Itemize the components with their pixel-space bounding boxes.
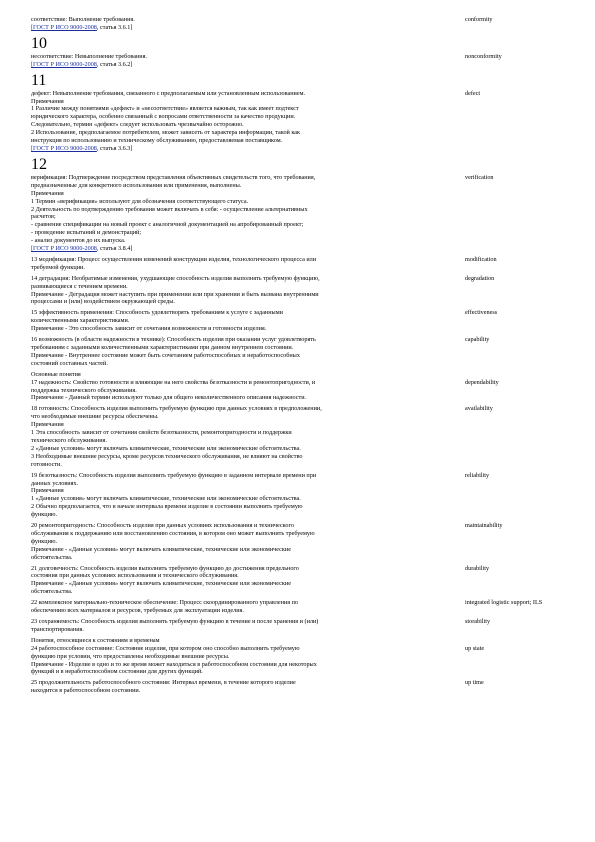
term-definition [31,336,461,368]
entry-spacer [31,695,571,698]
definition-line: обслуживания к поддержанию или восстановлению состояния, в котором оно может выполнить требуемую [31,529,315,537]
standard-reference-article: , статья 3.6.2] [96,60,133,68]
standard-reference [31,145,461,153]
term-definition [31,309,461,333]
standard-reference [31,24,461,32]
english-term: capability [465,336,490,344]
term-entry [31,472,571,519]
document-page [31,16,571,698]
english-term: up state [465,644,485,652]
english-term: dependability [465,378,499,386]
definition-line: 24 работоспособное состояние: Состояние изделия, при котором оно способно выполнить требуемую [31,644,300,652]
term-definition [31,90,461,153]
definition-line: предназначенные для конкретного использования или применения, выполнены. [31,181,242,189]
term-entry [31,405,571,468]
definition-line: 15 эффективность применения: Способность удовлетворять требованиям к услуге с заданными [31,309,283,317]
definition-line: 3 Необходимые внешние ресурсы, кроме ресурсов технического обслуживания, не влияют на свойство [31,452,303,460]
standard-reference-article: , статья 3.6.3] [96,144,133,152]
standard-reference-article: , статья 3.8.4] [96,245,133,253]
definition-line: 2 Деятельность по подтверждению требования может включать в себя: - осуществление альтернативных [31,205,308,213]
definition-line: 22 комплексное материально-техническое обеспечение: Процесс скоординированного управления по [31,599,299,607]
definition-line: функцию при условии, что предоставлены необходимые внешние ресурсы. [31,652,230,660]
definition-line: Примечание - Деградация может наступить при применении или при хранении и быть вызвана внутренними [31,290,319,298]
term-entry [31,53,571,69]
term-entry [31,379,571,403]
term-entry [31,645,571,677]
definition-line: Примечания [31,189,64,197]
section-heading: Основные понятия [31,370,81,378]
definition-line: верификация: Подтверждение посредством представления объективных свидетельств того, что требования, [31,173,316,181]
definition-line: требованиям с заданными количественными характеристиками при данном внутреннем состоянии. [31,344,294,351]
definition-line: Следовательно, термин «дефект» следует использовать чрезвычайно осторожно. [31,121,244,129]
english-term: up time [465,679,484,687]
english-term: conformity [465,16,493,23]
standard-reference-link[interactable]: [ГОСТ Р ИСО 9000-2008 [31,144,97,152]
term-definition [31,565,461,597]
definition-line: - проведение испытаний и демонстраций; [31,229,142,237]
term-definition [31,405,461,468]
entry-number: 12 [31,155,47,173]
term-definition [31,599,461,615]
definition-line: технического обслуживания. [31,436,107,444]
definition-line: что необходимые внешние ресурсы обеспечены. [31,413,159,421]
definition-line: 20 ремонтопригодность: Способность изделия при данных условиях использования и технического [31,522,294,530]
english-term: effectiveness [465,309,498,317]
definition-line: 17 надежность: Свойство готовности и влияющие на него свойства безотказности и ремонтопригодности, и [31,378,316,386]
entry-number: 10 [31,34,47,52]
definition-line: юридического характера, особенно связанный с вопросами ответственности за качество продукции. [31,113,296,121]
term-definition [31,645,461,677]
standard-reference-link[interactable]: [ГОСТ Р ИСО 9000-2008 [31,60,97,68]
definition-line: Примечания [31,421,64,429]
term-entry [31,679,571,695]
definition-line: транспортирования. [31,625,84,633]
definition-line: 21 долговечность: Способность изделия выполнить требуемую функцию до достижения предельного [31,564,299,572]
definition-line: Примечание - «Данные условия» могут включать климатические, технические или экономические [31,545,291,553]
definition-line: обстоятельства. [31,588,73,596]
english-term: maintainability [465,522,503,530]
standard-reference [31,245,461,253]
english-term: durability [465,564,490,572]
definition-line: 25 продолжительность работоспособного состояния: Интервал времени, в течение которого изделие [31,679,296,687]
definition-line: - анализ документов до их выпуска. [31,237,126,245]
definition-line: Примечание - Это способность зависит от сочетания возможности и готовности изделия. [31,325,267,333]
english-term: nonconformity [465,52,502,60]
definition-line: Примечание - Данный термин используют только для общего неколичественного описания надежности. [31,394,307,402]
term-definition [31,679,461,695]
definition-line: 16 возможность (в области надежности в технике): Способность изделия при оказании услуг удовлетворять [31,336,316,344]
definition-line: Примечания [31,487,64,495]
standard-reference-article: , статья 3.6.1] [96,23,133,31]
definition-line: 2 «Данные условия» могут включать климатические, технические или экономические обстоятельства. [31,444,301,452]
term-definition [31,379,461,403]
term-definition [31,256,461,272]
definition-line: 1 Различие между понятиями «дефект» и «несоответствие» является важным, так как имеет подтекст [31,105,299,113]
standard-reference [31,61,461,69]
definition-line: состояний составных частей. [31,359,108,367]
term-definition [31,522,461,562]
definition-line: требуемой функции. [31,263,85,271]
english-term: defect [465,89,481,97]
section-heading: Понятия, относящиеся к состояниям и временам [31,636,160,644]
english-term: storability [465,618,491,625]
term-definition [31,174,461,253]
definition-line: 14 деградация: Необратимые изменения, ухудшающие способность изделия выполнять требуемую функцию, [31,274,320,282]
definition-line: 2 Обычно предполагается, что в начале интервала времени изделие в состоянии выполнить требуемую [31,503,303,511]
definition-line: процессами и (или) воздействием окружающей среды. [31,298,175,306]
term-definition [31,53,461,69]
definition-line: Примечания [31,97,64,105]
definition-line: функций и в неработоспособном состоянии для других функций. [31,668,203,676]
term-entry [31,174,571,253]
definition-line: поддержка технического обслуживания. [31,386,137,394]
definition-line: 13 модификация: Процесс осуществления изменений конструкции изделия, технологического процесса или [31,255,317,263]
term-definition [31,16,461,32]
definition-line: функцию. [31,537,58,545]
definition-line: дефект: Невыполнение требования, связанного с предполагаемым или установленным использованием. [31,89,306,97]
term-definition [31,618,461,634]
definition-line: Примечание - Изделие в одно и то же время может находиться в работоспособном состоянии для некоторых [31,660,317,668]
definition-line: 18 готовность: Способность изделия выполнить требуемую функцию при данных условиях в предположении, [31,405,322,413]
definition-line: расчетов; [31,213,56,221]
definition-line: соответствие: Выполнение требования. [31,16,135,23]
english-term: modification [465,255,497,263]
term-definition [31,275,461,307]
definition-line: готовности. [31,460,62,468]
english-term: verification [465,173,494,181]
definition-line: инструкция по использованию и техническому обслуживанию, предоставляемая поставщиком. [31,137,283,145]
definition-line: 1 Эта способность зависит от сочетания свойств безотказности, ремонтопригодности и поддержки [31,429,292,437]
definition-line: 2 Использование, предполагаемое потребителем, может зависеть от характера информации, такой как [31,129,301,137]
definition-line: Примечание - Внутреннее состояние может быть сочетанием работоспособных и неработоспособных [31,351,300,359]
english-term: availability [465,405,493,413]
definition-line: 19 безотказность: Способность изделия выполнить требуемую функцию в заданном интервале времени при [31,471,317,479]
definition-line: развивающиеся с течением времени. [31,282,128,290]
definition-line: обстоятельства. [31,553,73,561]
definition-line: данных условиях. [31,479,79,487]
definition-line: Примечание - «Данные условия» могут включать климатические, технические или экономические [31,580,291,588]
term-definition [31,472,461,519]
term-entry [31,16,571,32]
definition-line: - сравнение спецификации на новый проект с аналогичной документацией на апробированный проект; [31,221,304,229]
definition-line: функцию. [31,511,58,519]
definition-line: несоответствие: Невыполнение требования. [31,52,148,60]
english-term: reliability [465,471,490,479]
term-entry [31,618,571,634]
definition-line: обеспечению всех материалов и ресурсов, требуемых для эксплуатации изделия. [31,607,244,615]
standard-reference-link[interactable]: [ГОСТ Р ИСО 9000-2008 [31,23,97,31]
definition-line: состояния при данных условиях использования и технического обслуживания. [31,572,239,580]
term-entry [31,522,571,562]
term-entry [31,90,571,153]
definition-line: количественными характеристиками. [31,317,130,325]
definition-line: 1 «Данные условия» могут включать климатические, технические или экономические обстоятельства. [31,495,301,503]
term-entry [31,275,571,307]
definition-line: 23 сохраняемость: Способность изделия выполнять требуемую функцию в течение и после хранения и (или) [31,618,319,625]
standard-reference-link[interactable]: [ГОСТ Р ИСО 9000-2008 [31,245,97,253]
english-term: degradation [465,274,495,282]
english-term: integrated logistic support; ILS [465,599,543,607]
term-entry [31,336,571,368]
definition-line: 1 Термин «верификация» используют для обозначения соответствующего статуса. [31,197,249,205]
term-entry [31,565,571,597]
term-entry [31,599,571,615]
term-entry [31,309,571,333]
entry-number: 11 [31,71,47,89]
definition-line: находится в работоспособном состоянии. [31,687,141,695]
term-entry [31,256,571,272]
